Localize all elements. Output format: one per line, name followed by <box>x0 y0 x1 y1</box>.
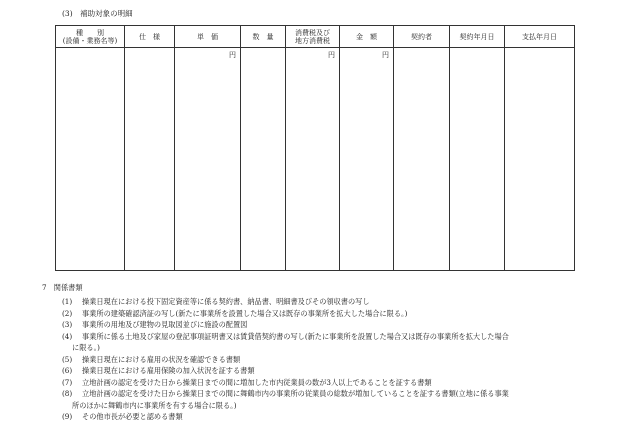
cell-category[interactable] <box>56 48 125 271</box>
document-item-8-continuation: 所のほかに舞鶴市内に事業所を有する場合に限る。) <box>72 400 237 410</box>
cell-contract-date[interactable] <box>450 48 505 271</box>
table-row <box>56 48 575 271</box>
cell-quantity[interactable] <box>241 48 286 271</box>
header-consumption-tax: 消費税及び 地方消費税 <box>286 26 340 48</box>
header-unit-price: 単 価 <box>175 26 241 48</box>
cell-spec[interactable] <box>125 48 175 271</box>
related-documents-heading: 7 関係書類 <box>42 283 83 292</box>
cell-contractor[interactable] <box>394 48 450 271</box>
cell-payment-date[interactable] <box>505 48 575 271</box>
section-3-title: (3) 補助対象の明細 <box>62 9 133 18</box>
cell-amount[interactable] <box>340 48 394 271</box>
header-contractor: 契約者 <box>394 26 450 48</box>
yen-unit-label: 円 <box>382 51 389 59</box>
header-payment-date: 支払年月日 <box>505 26 575 48</box>
yen-unit-label: 円 <box>328 51 335 59</box>
document-item-4-continuation: に限る。) <box>72 343 100 352</box>
header-quantity: 数 量 <box>241 26 286 48</box>
header-contract-date: 契約年月日 <box>450 26 505 48</box>
cell-unit-price[interactable] <box>175 48 241 271</box>
header-amount: 金 額 <box>340 26 394 48</box>
yen-unit-label: 円 <box>229 51 236 59</box>
header-spec: 仕 様 <box>125 26 175 48</box>
subsidy-detail-table <box>55 25 575 271</box>
header-category: 種 別 (設備・業務名等) <box>56 26 125 48</box>
cell-consumption-tax[interactable] <box>286 48 340 271</box>
table-header-row <box>56 26 575 48</box>
